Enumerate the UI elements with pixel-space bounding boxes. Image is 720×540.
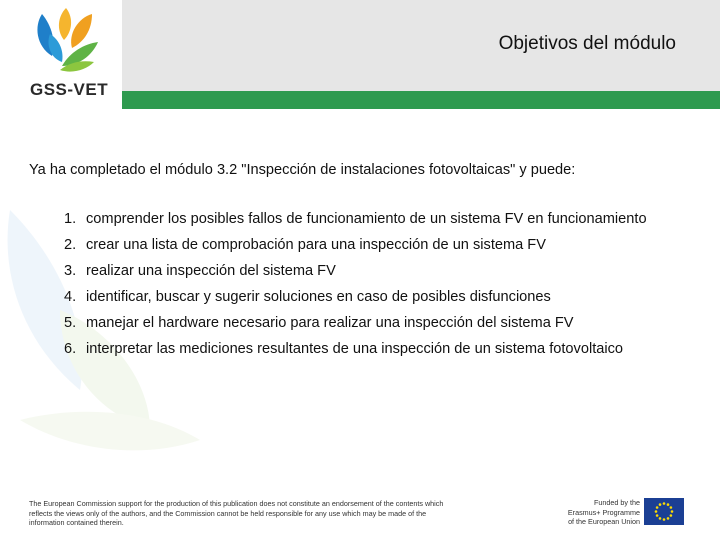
objective-item [64, 235, 664, 256]
objectives-list [64, 209, 664, 365]
objective-number: 2. [64, 237, 77, 253]
objective-item [64, 261, 664, 282]
logo-text: GSS-VET [30, 80, 109, 99]
eu-flag-icon [644, 498, 684, 525]
objective-number: 3. [64, 263, 77, 279]
header-green-bar [122, 91, 720, 109]
objective-number: 1. [64, 211, 77, 227]
funded-by-text: Funded by the Erasmus+ Programme of the European Union [567, 498, 640, 526]
objective-text: interpretar las mediciones resultantes de una inspección de un sistema fotovoltaico [86, 341, 624, 357]
intro-text: Ya ha completado el módulo 3.2 "Inspección de instalaciones fotovoltaicas" y puede: [29, 162, 576, 178]
objective-text: identificar, buscar y sugerir soluciones en caso de posibles disfunciones [86, 289, 551, 305]
objective-item [64, 313, 664, 334]
objective-item [64, 339, 664, 360]
objective-item [64, 287, 664, 308]
objective-text: realizar una inspección del sistema FV [86, 263, 336, 279]
objective-number: 6. [64, 341, 77, 357]
objective-item [64, 209, 664, 230]
objective-text: comprender los posibles fallos de funcionamiento de un sistema FV en funcionamiento [86, 211, 647, 227]
slide-title: Objetivos del módulo [498, 33, 676, 54]
objective-number: 4. [64, 289, 77, 305]
objective-number: 5. [64, 315, 77, 331]
objective-text: crear una lista de comprobación para una inspección de un sistema FV [86, 237, 546, 253]
eu-disclaimer: The European Commission support for the production of this publication does not constitute an endorsement of the contents which reflects the views only of the authors, and the Commission cannot be held responsible for any use which may be made of the information contained therein. [29, 499, 444, 527]
objective-text: manejar el hardware necesario para realizar una inspección del sistema FV [86, 315, 574, 331]
